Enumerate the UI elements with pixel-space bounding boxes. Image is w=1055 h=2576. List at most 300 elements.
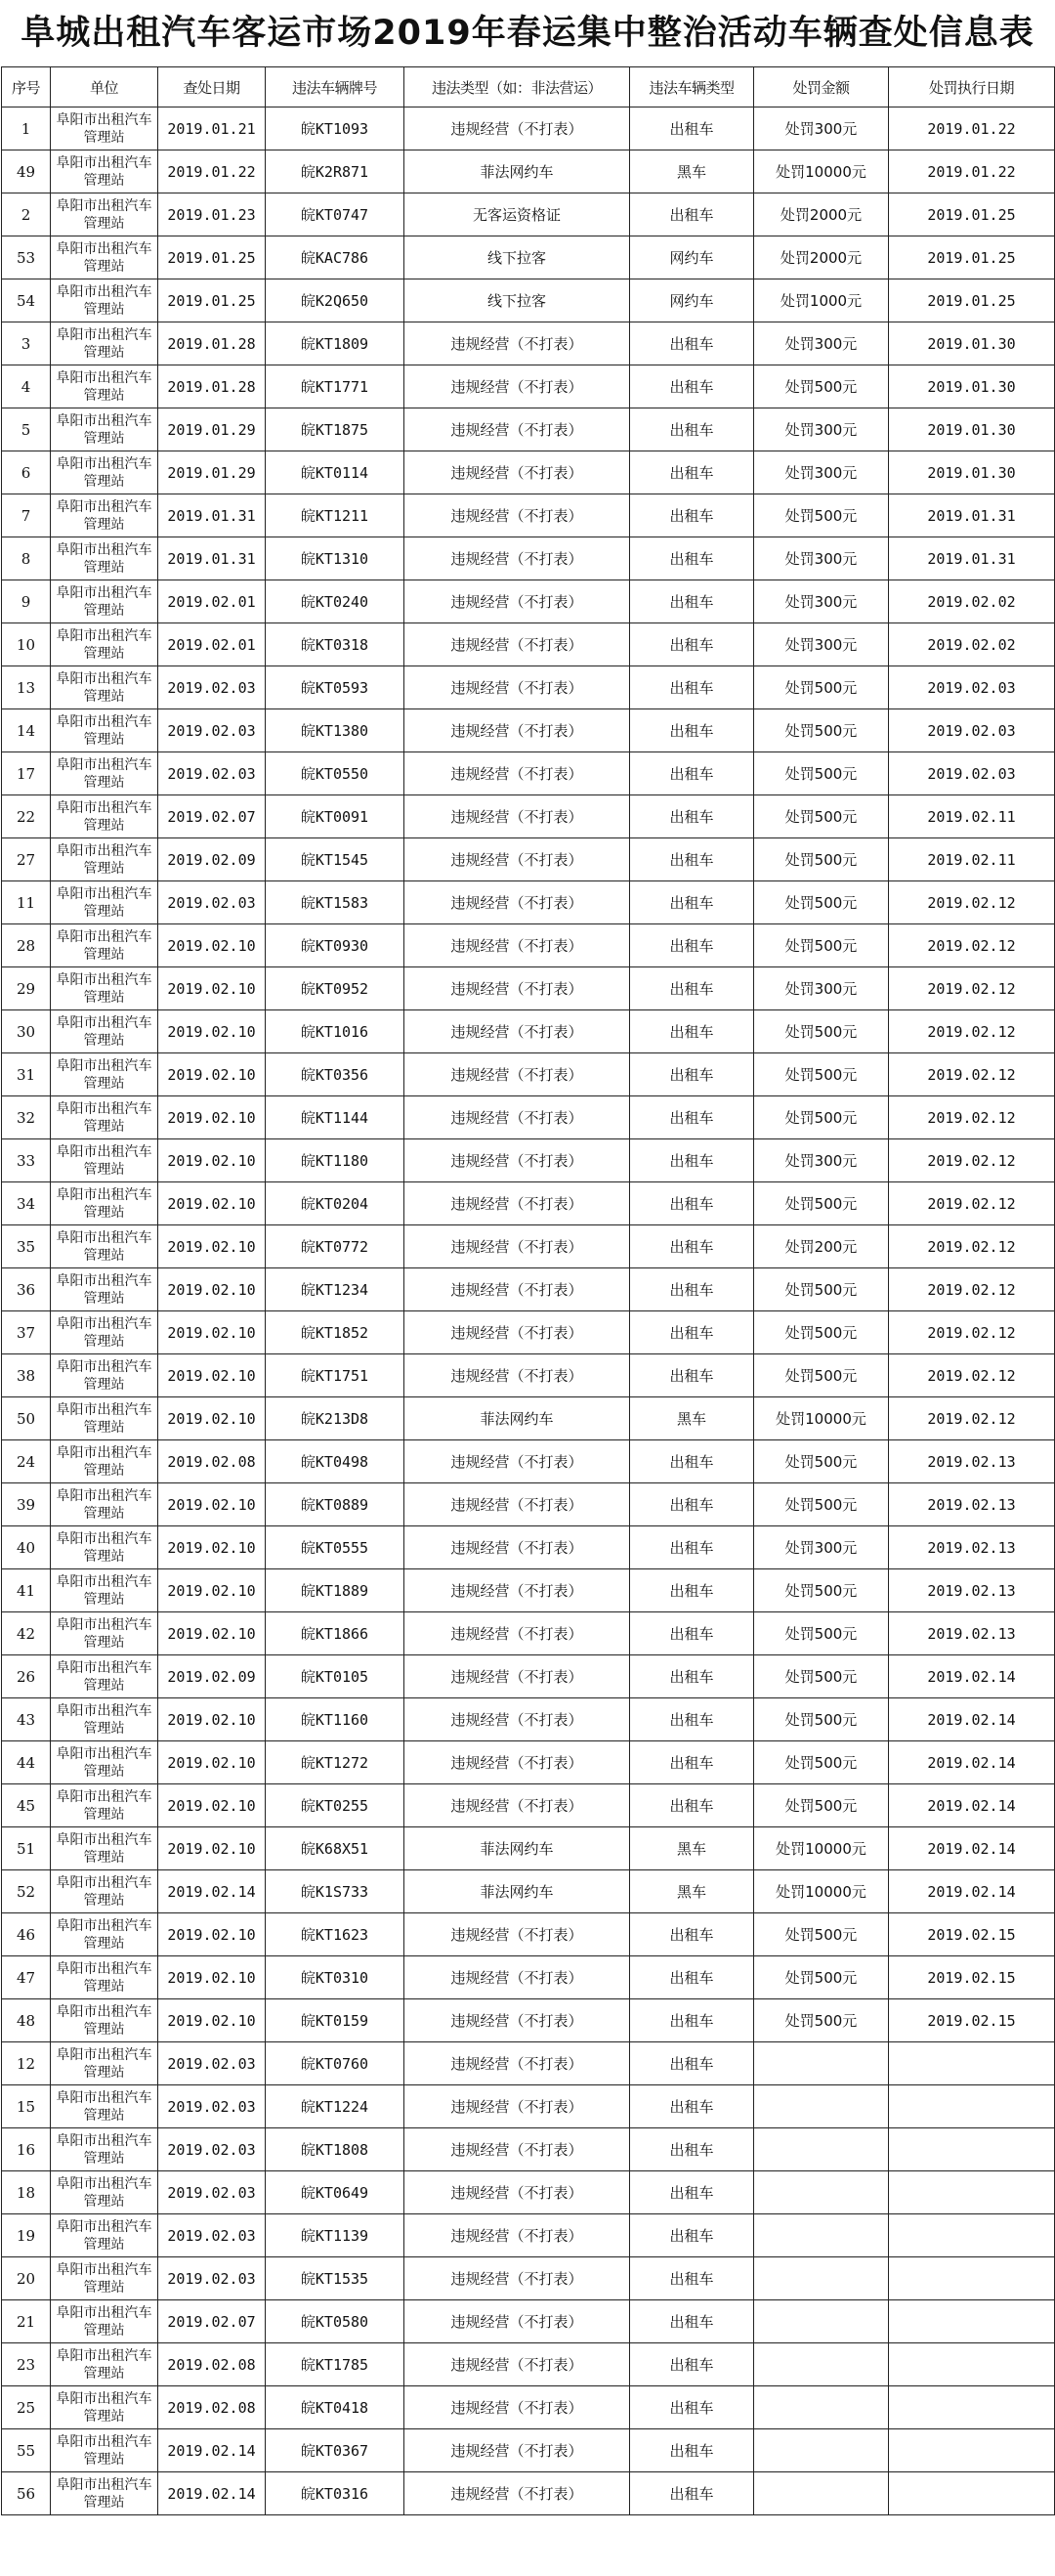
cell-index: 52 [2, 1870, 51, 1913]
table-row [2, 1354, 1055, 1397]
cell-exec-date: 2019.02.03 [889, 666, 1055, 709]
cell-violation-type: 违规经营（不打表） [404, 322, 630, 365]
cell-vehicle-type: 黑车 [630, 1397, 754, 1440]
table-row [2, 279, 1055, 322]
cell-violation-type: 违规经营（不打表） [404, 881, 630, 924]
cell-fine: 处罚500元 [754, 838, 889, 881]
cell-unit [51, 2386, 158, 2429]
cell-exec-date: 2019.01.22 [889, 150, 1055, 193]
cell-violation-type: 违规经营（不打表） [404, 1784, 630, 1827]
cell-vehicle-type: 出租车 [630, 1354, 754, 1397]
cell-violation-type: 违规经营（不打表） [404, 1698, 630, 1741]
cell-exec-date: 2019.02.13 [889, 1526, 1055, 1569]
cell-unit-text: 阜阳市出租汽车管理站 [56, 2132, 152, 2167]
cell-fine: 处罚10000元 [754, 1827, 889, 1870]
cell-fine: 处罚10000元 [754, 1397, 889, 1440]
cell-exec-date [889, 2214, 1055, 2257]
table-row [2, 1483, 1055, 1526]
cell-unit-text: 阜阳市出租汽车管理站 [56, 326, 152, 361]
cell-unit [51, 580, 158, 623]
cell-date: 2019.02.03 [158, 752, 266, 795]
cell-index: 5 [2, 408, 51, 451]
cell-fine [754, 2214, 889, 2257]
cell-unit-text: 阜阳市出租汽车管理站 [56, 412, 152, 447]
cell-violation-type: 违规经营（不打表） [404, 838, 630, 881]
cell-unit [51, 193, 158, 236]
cell-index: 18 [2, 2171, 51, 2214]
cell-fine: 处罚500元 [754, 1569, 889, 1612]
cell-plate: 皖KT1889 [266, 1569, 404, 1612]
cell-plate: 皖KT1866 [266, 1612, 404, 1655]
table-row [2, 709, 1055, 752]
cell-vehicle-type: 出租车 [630, 1182, 754, 1225]
cell-violation-type: 违规经营（不打表） [404, 1096, 630, 1139]
cell-violation-type: 菲法网约车 [404, 150, 630, 193]
table-row [2, 2472, 1055, 2515]
cell-vehicle-type: 出租车 [630, 1440, 754, 1483]
cell-unit [51, 838, 158, 881]
cell-exec-date: 2019.01.25 [889, 279, 1055, 322]
cell-date: 2019.02.03 [158, 709, 266, 752]
cell-unit [51, 1913, 158, 1956]
cell-fine: 处罚500元 [754, 1483, 889, 1526]
cell-violation-type: 违规经营（不打表） [404, 1182, 630, 1225]
cell-plate: 皖KT1535 [266, 2257, 404, 2300]
cell-plate: 皖KT1144 [266, 1096, 404, 1139]
cell-unit-text: 阜阳市出租汽车管理站 [56, 1014, 152, 1049]
table-row [2, 2085, 1055, 2128]
cell-vehicle-type: 出租车 [630, 1311, 754, 1354]
table-row [2, 1569, 1055, 1612]
table-row [2, 322, 1055, 365]
cell-unit [51, 1655, 158, 1698]
cell-plate: 皖KT1380 [266, 709, 404, 752]
cell-unit [51, 1526, 158, 1569]
cell-date: 2019.02.10 [158, 967, 266, 1010]
col-header-plate: 违法车辆牌号 [266, 67, 404, 107]
cell-fine: 处罚500元 [754, 1182, 889, 1225]
cell-unit-text: 阜阳市出租汽车管理站 [56, 2390, 152, 2425]
table-row [2, 881, 1055, 924]
cell-violation-type: 违规经营（不打表） [404, 1354, 630, 1397]
cell-index: 12 [2, 2042, 51, 2085]
cell-unit-text: 阜阳市出租汽车管理站 [56, 2476, 152, 2511]
cell-violation-type: 违规经营（不打表） [404, 1010, 630, 1053]
cell-date: 2019.02.10 [158, 1741, 266, 1784]
cell-fine: 处罚500元 [754, 709, 889, 752]
cell-fine: 处罚500元 [754, 1311, 889, 1354]
cell-unit [51, 322, 158, 365]
cell-fine: 处罚500元 [754, 1913, 889, 1956]
cell-exec-date: 2019.02.14 [889, 1655, 1055, 1698]
cell-violation-type: 违规经营（不打表） [404, 2472, 630, 2515]
cell-date: 2019.01.31 [158, 494, 266, 537]
cell-vehicle-type: 出租车 [630, 1225, 754, 1268]
cell-date: 2019.01.22 [158, 150, 266, 193]
cell-vehicle-type: 出租车 [630, 881, 754, 924]
cell-unit [51, 623, 158, 666]
cell-violation-type: 违规经营（不打表） [404, 2300, 630, 2343]
cell-plate: 皖K2R871 [266, 150, 404, 193]
cell-date: 2019.01.21 [158, 107, 266, 150]
table-row [2, 1010, 1055, 1053]
table-row [2, 2343, 1055, 2386]
cell-vehicle-type: 网约车 [630, 279, 754, 322]
table-row [2, 967, 1055, 1010]
cell-unit-text: 阜阳市出租汽车管理站 [56, 111, 152, 146]
cell-unit-text: 阜阳市出租汽车管理站 [56, 1272, 152, 1307]
cell-plate: 皖KT0105 [266, 1655, 404, 1698]
cell-unit [51, 1827, 158, 1870]
table-row [2, 236, 1055, 279]
cell-violation-type: 违规经营（不打表） [404, 1569, 630, 1612]
cell-vehicle-type: 出租车 [630, 838, 754, 881]
cell-plate: 皖KT1272 [266, 1741, 404, 1784]
cell-index: 34 [2, 1182, 51, 1225]
cell-date: 2019.02.10 [158, 1225, 266, 1268]
cell-unit [51, 1053, 158, 1096]
cell-vehicle-type: 出租车 [630, 752, 754, 795]
cell-fine: 处罚300元 [754, 451, 889, 494]
cell-vehicle-type: 出租车 [630, 2085, 754, 2128]
cell-exec-date: 2019.02.12 [889, 1139, 1055, 1182]
col-header-exec-date: 处罚执行日期 [889, 67, 1055, 107]
cell-index: 40 [2, 1526, 51, 1569]
table-row [2, 537, 1055, 580]
cell-date: 2019.02.10 [158, 1268, 266, 1311]
cell-unit-text: 阜阳市出租汽车管理站 [56, 1917, 152, 1952]
cell-date: 2019.02.08 [158, 2343, 266, 2386]
cell-vehicle-type: 出租车 [630, 967, 754, 1010]
cell-plate: 皖KAC786 [266, 236, 404, 279]
cell-date: 2019.02.03 [158, 2128, 266, 2171]
cell-index: 26 [2, 1655, 51, 1698]
cell-unit [51, 537, 158, 580]
cell-unit [51, 408, 158, 451]
cell-date: 2019.02.10 [158, 1096, 266, 1139]
cell-exec-date: 2019.02.14 [889, 1827, 1055, 1870]
cell-unit [51, 1354, 158, 1397]
cell-unit-text: 阜阳市出租汽车管理站 [56, 197, 152, 232]
cell-unit-text: 阜阳市出租汽车管理站 [56, 2261, 152, 2296]
cell-unit [51, 2257, 158, 2300]
table-row [2, 2214, 1055, 2257]
cell-index: 9 [2, 580, 51, 623]
cell-index: 54 [2, 279, 51, 322]
cell-exec-date: 2019.02.12 [889, 1182, 1055, 1225]
cell-exec-date: 2019.02.13 [889, 1483, 1055, 1526]
cell-date: 2019.02.09 [158, 838, 266, 881]
cell-date: 2019.02.03 [158, 2042, 266, 2085]
cell-exec-date: 2019.02.15 [889, 1999, 1055, 2042]
cell-unit [51, 795, 158, 838]
cell-vehicle-type: 出租车 [630, 1784, 754, 1827]
cell-date: 2019.01.29 [158, 451, 266, 494]
cell-unit [51, 2128, 158, 2171]
cell-unit [51, 1956, 158, 1999]
cell-vehicle-type: 出租车 [630, 2214, 754, 2257]
cell-exec-date: 2019.02.02 [889, 580, 1055, 623]
table-row [2, 623, 1055, 666]
cell-unit-text: 阜阳市出租汽车管理站 [56, 1573, 152, 1608]
cell-index: 17 [2, 752, 51, 795]
cell-violation-type: 无客运资格证 [404, 193, 630, 236]
cell-plate: 皖KT1808 [266, 2128, 404, 2171]
table-row [2, 408, 1055, 451]
cell-fine: 处罚300元 [754, 408, 889, 451]
cell-fine: 处罚2000元 [754, 193, 889, 236]
cell-unit [51, 881, 158, 924]
cell-violation-type: 违规经营（不打表） [404, 2085, 630, 2128]
cell-violation-type: 违规经营（不打表） [404, 1999, 630, 2042]
cell-unit [51, 752, 158, 795]
cell-violation-type: 违规经营（不打表） [404, 924, 630, 967]
cell-plate: 皖K2Q650 [266, 279, 404, 322]
cell-fine [754, 2171, 889, 2214]
cell-plate: 皖KT1016 [266, 1010, 404, 1053]
table-header-row [2, 67, 1055, 107]
cell-violation-type: 违规经营（不打表） [404, 2214, 630, 2257]
cell-unit [51, 1010, 158, 1053]
cell-exec-date: 2019.02.15 [889, 1956, 1055, 1999]
cell-fine: 处罚500元 [754, 1655, 889, 1698]
cell-exec-date: 2019.01.30 [889, 451, 1055, 494]
cell-date: 2019.02.08 [158, 1440, 266, 1483]
cell-exec-date: 2019.02.13 [889, 1612, 1055, 1655]
cell-vehicle-type: 出租车 [630, 1526, 754, 1569]
cell-date: 2019.02.10 [158, 1483, 266, 1526]
cell-unit-text: 阜阳市出租汽车管理站 [56, 1702, 152, 1737]
cell-violation-type: 违规经营（不打表） [404, 1139, 630, 1182]
cell-fine: 处罚500元 [754, 1440, 889, 1483]
cell-vehicle-type: 黑车 [630, 1870, 754, 1913]
cell-index: 7 [2, 494, 51, 537]
cell-unit [51, 924, 158, 967]
cell-unit-text: 阜阳市出租汽车管理站 [56, 2218, 152, 2253]
table-row [2, 752, 1055, 795]
cell-plate: 皖KT1852 [266, 1311, 404, 1354]
cell-index: 28 [2, 924, 51, 967]
table-row [2, 924, 1055, 967]
cell-unit-text: 阜阳市出租汽车管理站 [56, 2347, 152, 2382]
cell-exec-date: 2019.01.31 [889, 494, 1055, 537]
cell-violation-type: 违规经营（不打表） [404, 666, 630, 709]
cell-violation-type: 违规经营（不打表） [404, 1655, 630, 1698]
cell-unit-text: 阜阳市出租汽车管理站 [56, 713, 152, 748]
cell-unit-text: 阜阳市出租汽车管理站 [56, 1401, 152, 1436]
table-row [2, 1397, 1055, 1440]
cell-exec-date [889, 2085, 1055, 2128]
cell-vehicle-type: 出租车 [630, 1569, 754, 1612]
cell-unit [51, 1182, 158, 1225]
cell-unit [51, 2171, 158, 2214]
col-header-fine: 处罚金额 [754, 67, 889, 107]
cell-date: 2019.01.28 [158, 322, 266, 365]
cell-fine: 处罚300元 [754, 537, 889, 580]
cell-violation-type: 违规经营（不打表） [404, 408, 630, 451]
cell-violation-type: 违规经营（不打表） [404, 795, 630, 838]
cell-exec-date [889, 2257, 1055, 2300]
cell-violation-type: 违规经营（不打表） [404, 1526, 630, 1569]
cell-exec-date: 2019.02.12 [889, 1096, 1055, 1139]
cell-violation-type: 违规经营（不打表） [404, 2429, 630, 2472]
cell-violation-type: 违规经营（不打表） [404, 537, 630, 580]
cell-fine [754, 2386, 889, 2429]
cell-plate: 皖KT0550 [266, 752, 404, 795]
cell-unit [51, 2085, 158, 2128]
cell-plate: 皖KT0318 [266, 623, 404, 666]
cell-violation-type: 违规经营（不打表） [404, 967, 630, 1010]
cell-exec-date: 2019.02.13 [889, 1569, 1055, 1612]
cell-unit [51, 1698, 158, 1741]
cell-index: 15 [2, 2085, 51, 2128]
table-row [2, 2300, 1055, 2343]
cell-unit-text: 阜阳市出租汽车管理站 [56, 670, 152, 705]
cell-fine [754, 2300, 889, 2343]
cell-unit [51, 451, 158, 494]
cell-fine [754, 2343, 889, 2386]
cell-violation-type: 线下拉客 [404, 236, 630, 279]
cell-index: 49 [2, 150, 51, 193]
cell-vehicle-type: 出租车 [630, 2171, 754, 2214]
cell-plate: 皖KT0255 [266, 1784, 404, 1827]
cell-unit-text: 阜阳市出租汽车管理站 [56, 627, 152, 662]
cell-violation-type: 违规经营（不打表） [404, 2343, 630, 2386]
cell-index: 30 [2, 1010, 51, 1053]
cell-exec-date: 2019.02.14 [889, 1870, 1055, 1913]
cell-index: 29 [2, 967, 51, 1010]
cell-vehicle-type: 出租车 [630, 2343, 754, 2386]
cell-plate: 皖KT0760 [266, 2042, 404, 2085]
cell-violation-type: 违规经营（不打表） [404, 1483, 630, 1526]
cell-unit [51, 1741, 158, 1784]
cell-index: 43 [2, 1698, 51, 1741]
cell-vehicle-type: 出租车 [630, 365, 754, 408]
cell-unit-text: 阜阳市出租汽车管理站 [56, 240, 152, 275]
table-row [2, 1053, 1055, 1096]
cell-unit-text: 阜阳市出租汽车管理站 [56, 2304, 152, 2339]
cell-fine: 处罚500元 [754, 795, 889, 838]
cell-unit-text: 阜阳市出租汽车管理站 [56, 799, 152, 834]
cell-fine: 处罚300元 [754, 580, 889, 623]
table-row [2, 1784, 1055, 1827]
cell-plate: 皖K213D8 [266, 1397, 404, 1440]
table-row [2, 1268, 1055, 1311]
cell-plate: 皖KT0747 [266, 193, 404, 236]
cell-unit-text: 阜阳市出租汽车管理站 [56, 1358, 152, 1393]
cell-unit-text: 阜阳市出租汽车管理站 [56, 154, 152, 189]
cell-violation-type: 违规经营（不打表） [404, 752, 630, 795]
table-row [2, 1526, 1055, 1569]
table-row [2, 2429, 1055, 2472]
cell-violation-type: 菲法网约车 [404, 1870, 630, 1913]
cell-date: 2019.02.10 [158, 1354, 266, 1397]
cell-index: 42 [2, 1612, 51, 1655]
cell-unit [51, 1612, 158, 1655]
cell-plate: 皖KT1310 [266, 537, 404, 580]
cell-index: 4 [2, 365, 51, 408]
cell-violation-type: 违规经营（不打表） [404, 365, 630, 408]
cell-vehicle-type: 出租车 [630, 1612, 754, 1655]
cell-unit-text: 阜阳市出租汽车管理站 [56, 1229, 152, 1264]
cell-unit-text: 阜阳市出租汽车管理站 [56, 1960, 152, 1995]
cell-date: 2019.02.10 [158, 1311, 266, 1354]
cell-fine: 处罚500元 [754, 1741, 889, 1784]
cell-exec-date: 2019.02.03 [889, 752, 1055, 795]
cell-fine: 处罚500元 [754, 1612, 889, 1655]
cell-plate: 皖KT1809 [266, 322, 404, 365]
cell-date: 2019.02.10 [158, 1397, 266, 1440]
cell-plate: 皖KT0555 [266, 1526, 404, 1569]
cell-plate: 皖KT1583 [266, 881, 404, 924]
cell-index: 3 [2, 322, 51, 365]
cell-exec-date: 2019.02.12 [889, 1354, 1055, 1397]
cell-unit [51, 365, 158, 408]
cell-unit-text: 阜阳市出租汽车管理站 [56, 1745, 152, 1780]
cell-exec-date [889, 2171, 1055, 2214]
cell-plate: 皖KT1093 [266, 107, 404, 150]
cell-vehicle-type: 出租车 [630, 1999, 754, 2042]
cell-unit [51, 2042, 158, 2085]
cell-vehicle-type: 黑车 [630, 150, 754, 193]
cell-unit [51, 1784, 158, 1827]
cell-unit-text: 阜阳市出租汽车管理站 [56, 2046, 152, 2081]
cell-unit [51, 1870, 158, 1913]
cell-unit-text: 阜阳市出租汽车管理站 [56, 1444, 152, 1479]
col-header-date: 查处日期 [158, 67, 266, 107]
cell-date: 2019.02.14 [158, 2472, 266, 2515]
cell-plate: 皖KT0772 [266, 1225, 404, 1268]
cell-fine: 处罚10000元 [754, 150, 889, 193]
cell-exec-date: 2019.02.02 [889, 623, 1055, 666]
cell-plate: 皖K68X51 [266, 1827, 404, 1870]
cell-unit-text: 阜阳市出租汽车管理站 [56, 971, 152, 1006]
cell-vehicle-type: 出租车 [630, 795, 754, 838]
table-row [2, 365, 1055, 408]
cell-date: 2019.02.10 [158, 1569, 266, 1612]
cell-vehicle-type: 出租车 [630, 451, 754, 494]
cell-date: 2019.02.14 [158, 2429, 266, 2472]
cell-exec-date: 2019.02.15 [889, 1913, 1055, 1956]
cell-date: 2019.02.01 [158, 623, 266, 666]
table-row [2, 1655, 1055, 1698]
page-title: 阜城出租汽车客运市场2019年春运集中整治活动车辆查处信息表 [21, 14, 1034, 53]
cell-index: 39 [2, 1483, 51, 1526]
col-header-unit: 单位 [51, 67, 158, 107]
cell-unit [51, 1139, 158, 1182]
cell-vehicle-type: 出租车 [630, 1655, 754, 1698]
table-row [2, 1827, 1055, 1870]
cell-vehicle-type: 出租车 [630, 2472, 754, 2515]
cell-unit-text: 阜阳市出租汽车管理站 [56, 2003, 152, 2038]
cell-vehicle-type: 出租车 [630, 623, 754, 666]
cell-date: 2019.02.03 [158, 2085, 266, 2128]
cell-unit-text: 阜阳市出租汽车管理站 [56, 885, 152, 920]
cell-violation-type: 违规经营（不打表） [404, 1956, 630, 1999]
cell-fine: 处罚500元 [754, 924, 889, 967]
cell-fine: 处罚500元 [754, 1010, 889, 1053]
cell-fine: 处罚300元 [754, 1139, 889, 1182]
cell-unit-text: 阜阳市出租汽车管理站 [56, 1530, 152, 1565]
cell-unit [51, 107, 158, 150]
cell-index: 38 [2, 1354, 51, 1397]
table-row [2, 1956, 1055, 1999]
cell-plate: 皖KT0649 [266, 2171, 404, 2214]
cell-violation-type: 违规经营（不打表） [404, 494, 630, 537]
cell-exec-date: 2019.01.25 [889, 193, 1055, 236]
cell-plate: 皖KT0930 [266, 924, 404, 967]
cell-vehicle-type: 出租车 [630, 1956, 754, 1999]
